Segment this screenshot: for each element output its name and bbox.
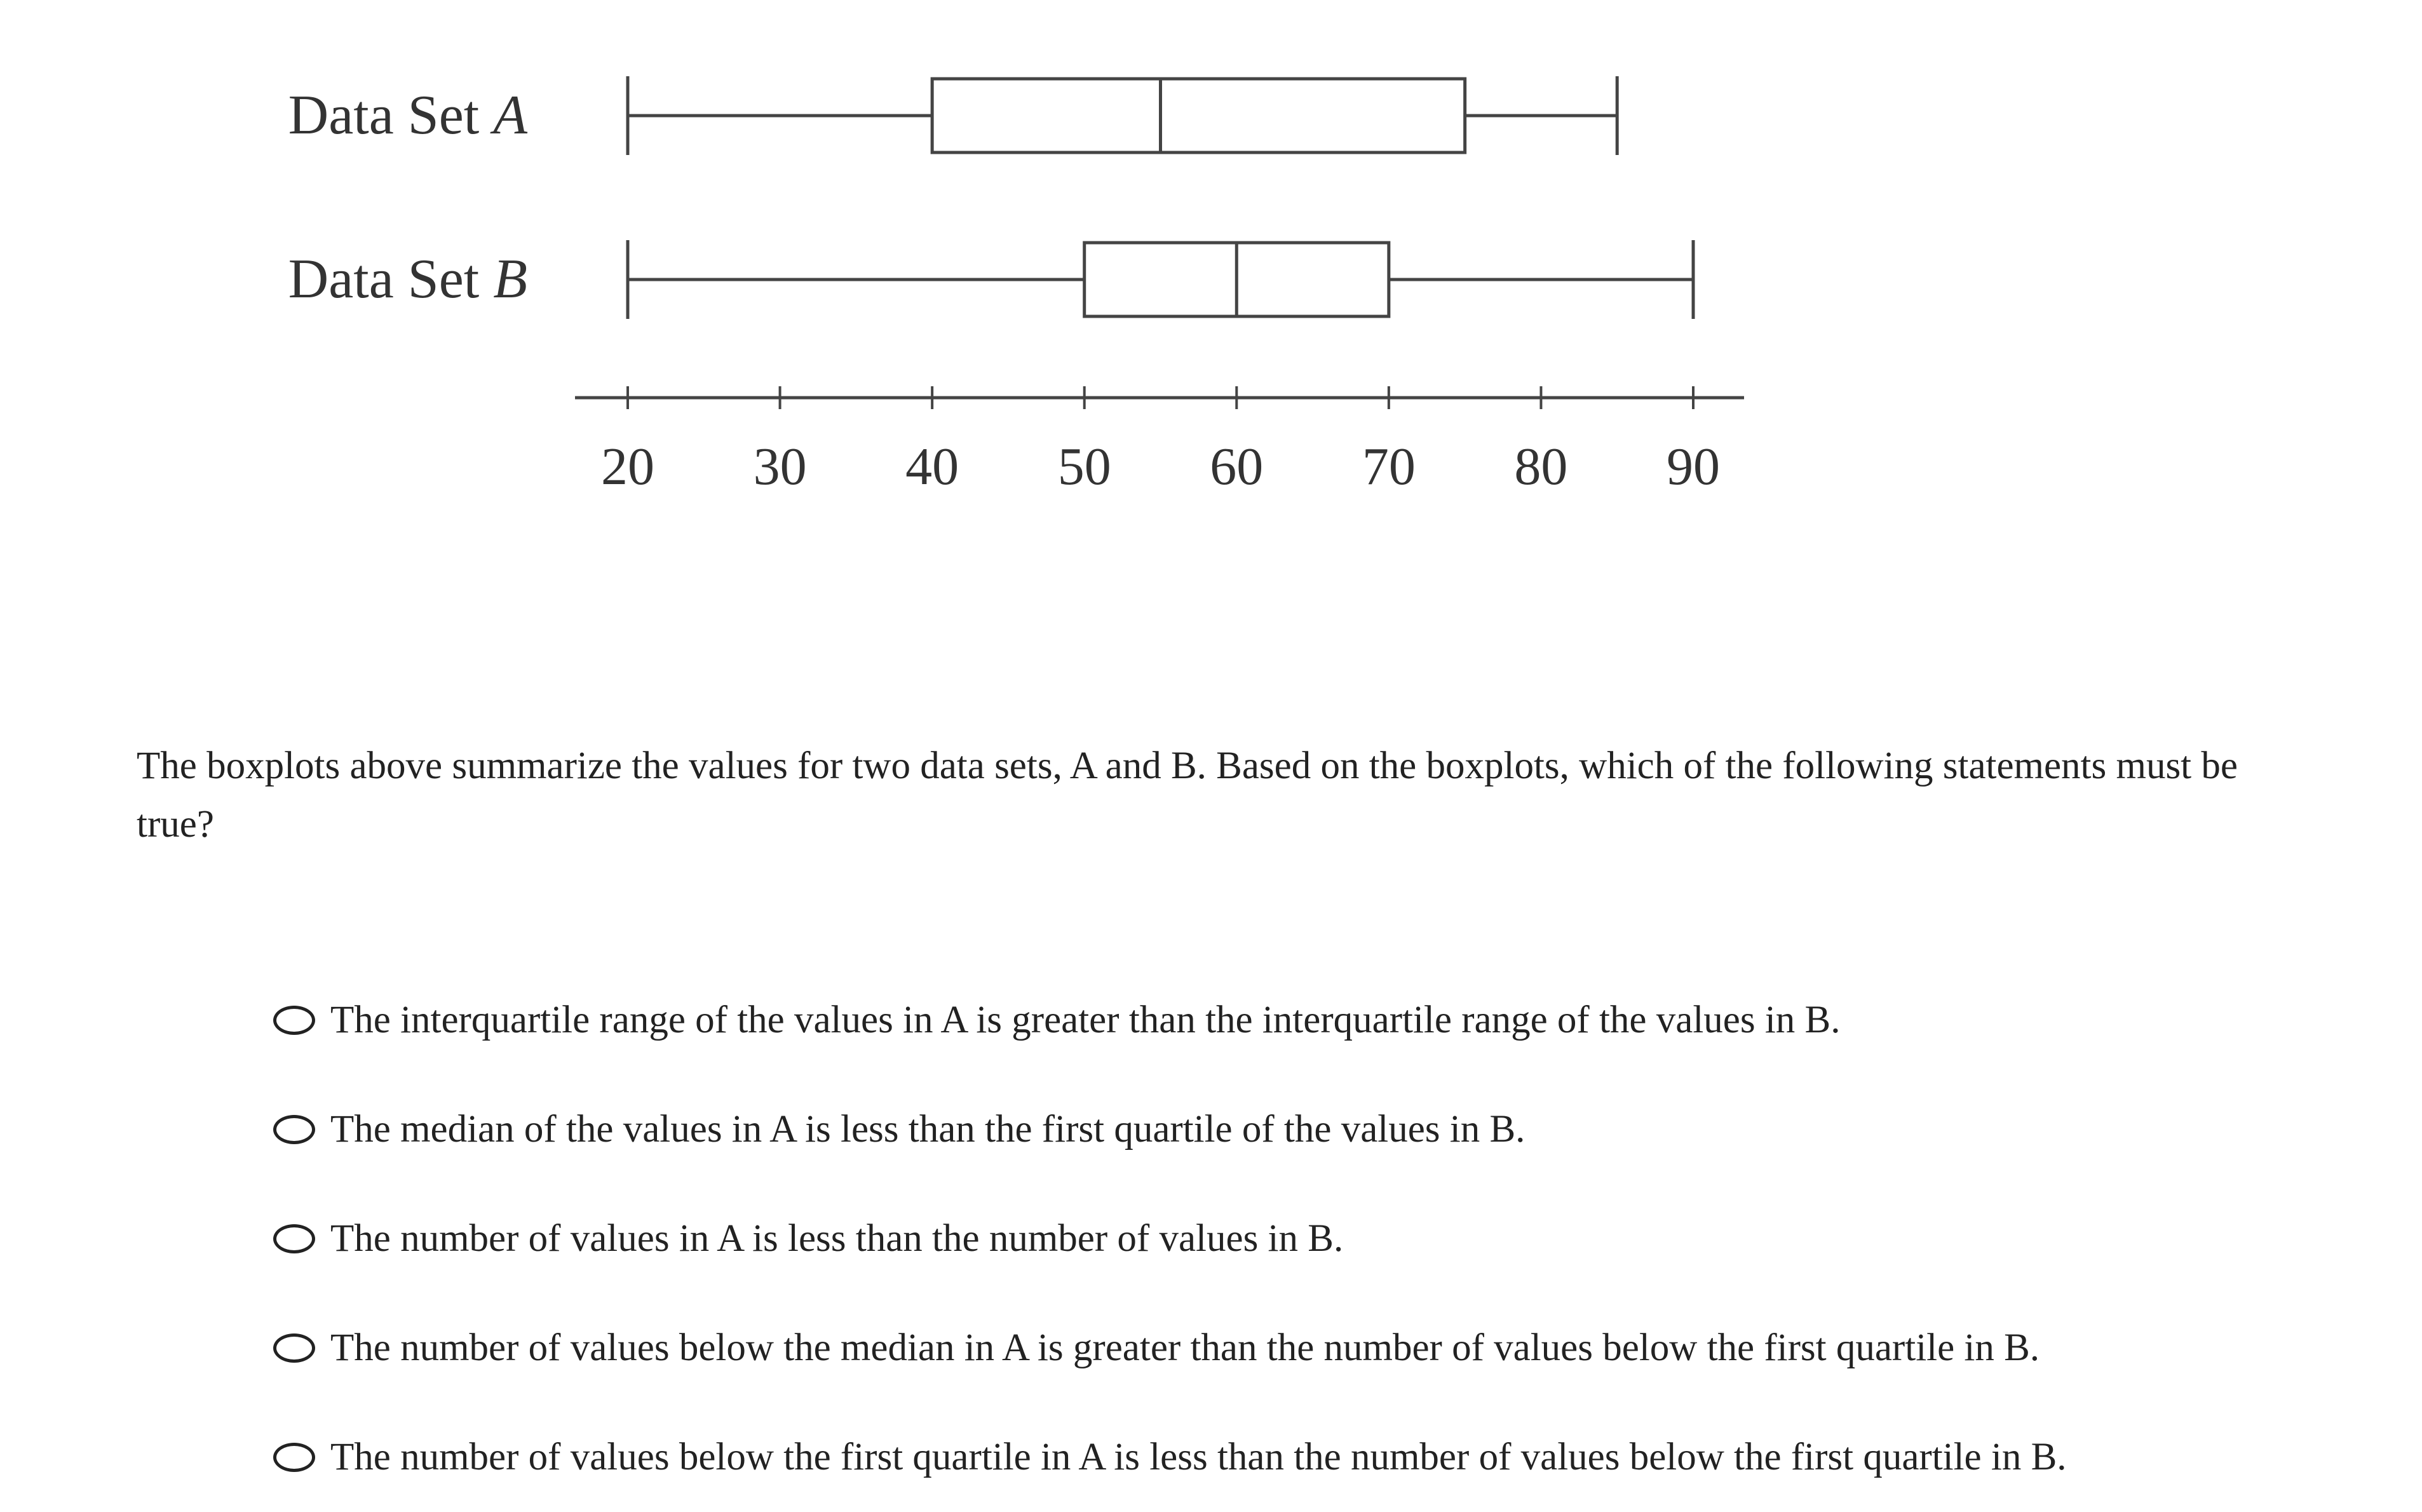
answer-option-label: The number of values in A is less than the number of values in B. [330, 1217, 1344, 1260]
answer-option-label: The number of values below the median in A is greater than the number of values below the first quartile in B. [330, 1326, 2040, 1369]
series-label-letter: A [493, 84, 527, 146]
x-tick-label: 90 [1667, 437, 1720, 496]
radio-button-icon[interactable] [273, 1224, 315, 1253]
series-label-text: Data Set [288, 248, 494, 310]
radio-button-icon[interactable] [273, 1443, 315, 1472]
series-label-text: Data Set [288, 84, 494, 146]
question-text: The boxplots above summarize the values for two data sets, A and B. Based on the boxplots, which of the following statements must be true? [137, 745, 2238, 846]
radio-button-icon[interactable] [273, 1333, 315, 1363]
answer-option-label: The number of values below the first quartile in A is less than the number of values below the first quartile in B. [330, 1436, 2067, 1478]
answer-option-5[interactable] [273, 1403, 2370, 1512]
x-tick-label: 40 [905, 437, 959, 496]
answer-option-label: The median of the values in A is less than the first quartile of the values in B. [330, 1108, 1526, 1151]
series-label-a [288, 84, 529, 146]
answer-option-4[interactable] [273, 1293, 2370, 1403]
series-label-letter: B [493, 248, 527, 310]
answer-option-2[interactable] [273, 1075, 2370, 1184]
x-tick-label: 20 [601, 437, 654, 496]
x-tick-label: 50 [1057, 437, 1111, 496]
iqr-box [932, 79, 1465, 152]
boxplot-chart [0, 0, 2422, 584]
answer-options [273, 966, 2370, 1512]
x-tick-label: 30 [753, 437, 807, 496]
answer-option-label: The interquartile range of the values in A is greater than the interquartile range of the values in B. [330, 999, 1841, 1041]
series-label-b [288, 248, 527, 310]
x-tick-label: 70 [1362, 437, 1416, 496]
x-tick-label: 60 [1210, 437, 1264, 496]
answer-option-1[interactable] [273, 966, 2370, 1075]
radio-button-icon[interactable] [273, 1006, 315, 1035]
x-tick-label: 80 [1514, 437, 1568, 496]
boxplot-b [628, 240, 1693, 319]
answer-option-3[interactable] [273, 1184, 2370, 1293]
boxplot-a [628, 76, 1617, 155]
radio-button-icon[interactable] [273, 1115, 315, 1144]
